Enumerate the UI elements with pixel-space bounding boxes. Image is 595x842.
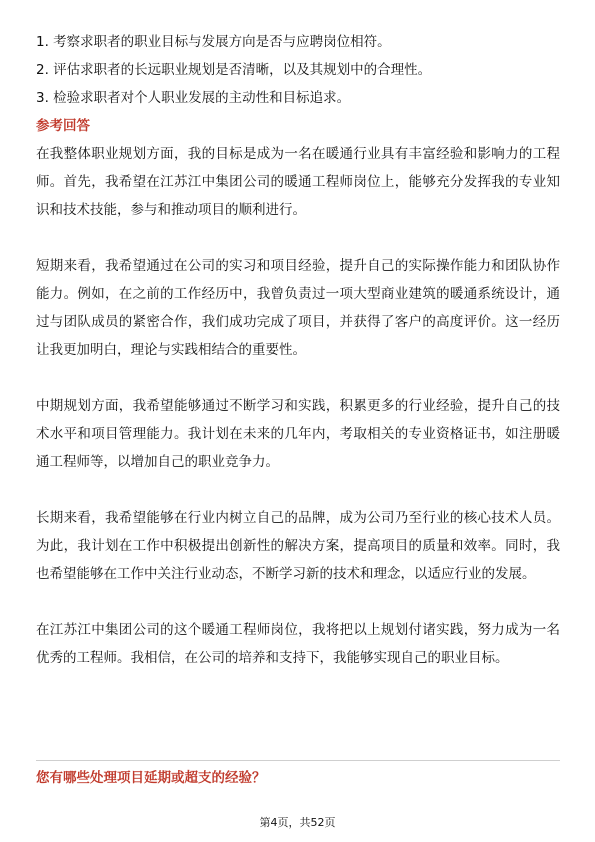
list-item: 2. 评估求职者的长远职业规划是否清晰，以及其规划中的合理性。 <box>36 62 432 78</box>
list-item: 3. 检验求职者对个人职业发展的主动性和目标追求。 <box>36 90 351 106</box>
answer-paragraph: 中期规划方面，我希望能够通过不断学习和实践，积累更多的行业经验，提升自己的技术水平和项目管理能力。我计划在未来的几年内，考取相关的专业资格证书，如注册暖通工程师等，以增加自己的职业竞争力。 <box>36 398 560 470</box>
answer-paragraph: 长期来看，我希望能够在行业内树立自己的品牌，成为公司乃至行业的核心技术人员。为此，我计划在工作中积极提出创新性的解决方案，提高项目的质量和效率。同时，我也希望能够在工作中关注行业动态，不断学习新的技术和理念，以适应行业的发展。 <box>36 510 560 582</box>
page-number: 第4页，共52页 <box>259 816 336 829</box>
answer-paragraph: 短期来看，我希望通过在公司的实习和项目经验，提升自己的实际操作能力和团队协作能力。例如，在之前的工作经历中，我曾负责过一项大型商业建筑的暖通系统设计，通过与团队成员的紧密合作，我们成功完成了项目，并获得了客户的高度评价。这一经历让我更加明白，理论与实践相结合的重要性。 <box>36 258 560 358</box>
document-body <box>36 28 560 672</box>
answer-paragraph: 在我整体职业规划方面，我的目标是成为一名在暖通行业具有丰富经验和影响力的工程师。首先，我希望在江苏江中集团公司的暖通工程师岗位上，能够充分发挥我的专业知识和技术技能，参与和推动项目的顺利进行。 <box>36 146 560 218</box>
answer-paragraph: 在江苏江中集团公司的这个暖通工程师岗位，我将把以上规划付诸实践，努力成为一名优秀的工程师。我相信，在公司的培养和支持下，我能够实现自己的职业目标。 <box>36 622 560 666</box>
section-divider <box>36 760 560 761</box>
next-question-heading: 您有哪些处理项目延期或超支的经验？ <box>36 770 266 786</box>
list-item: 1. 考察求职者的职业目标与发展方向是否与应聘岗位相符。 <box>36 34 391 50</box>
answer-heading: 参考回答 <box>36 118 90 134</box>
